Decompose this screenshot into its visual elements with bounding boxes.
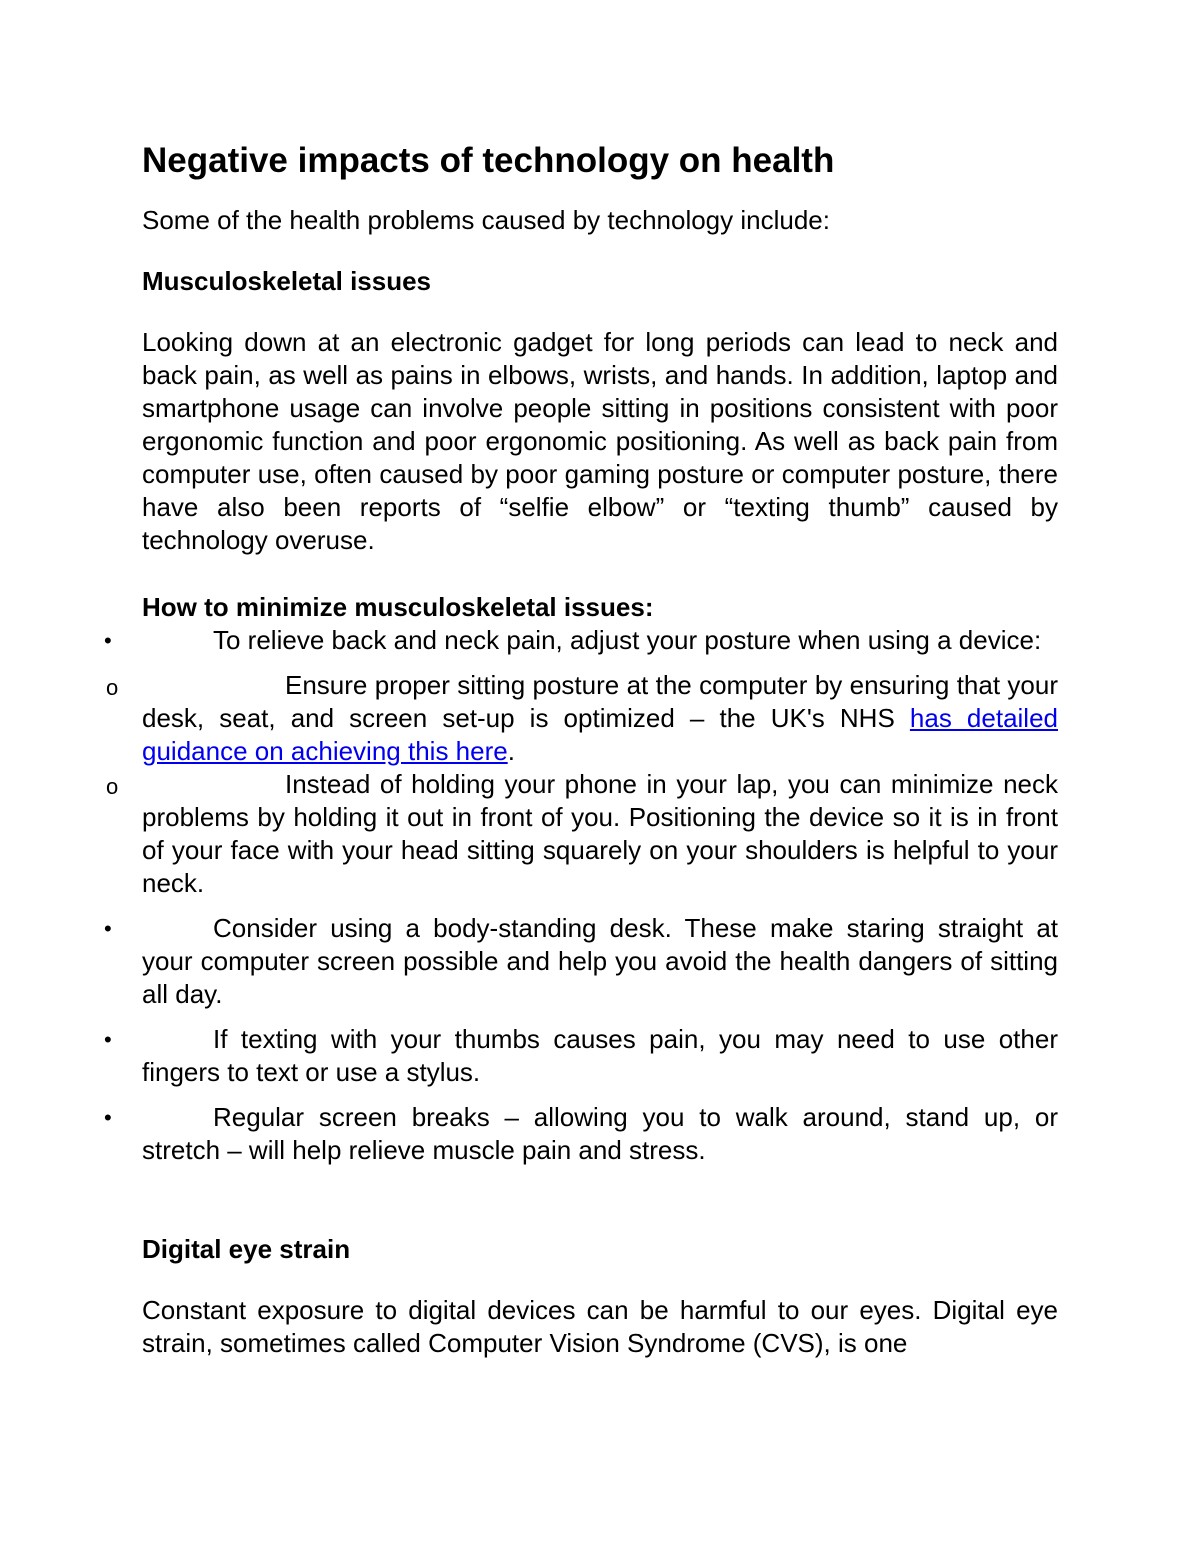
musculoskeletal-paragraph: Looking down at an electronic gadget for long periods can lead to neck and back pain, as well as pains in elbows, wrists, and hands. In addition, laptop and smartphone usage can involve people sitting in positions consistent with poor ergonomic function and poor ergonomic positioning. As well as back pain from computer use, often caused by poor gaming posture or computer posture, there have also been reports of “selfie elbow” or “texting thumb” caused by technology overuse. — [142, 327, 1058, 555]
bullet-icon: • — [104, 916, 112, 941]
list-item — [104, 1023, 1058, 1089]
sub-bullet-icon: o — [106, 774, 119, 799]
sub-list-item-text: Instead of holding your phone in your lap, you can minimize neck problems by holding it out in front of you. Positioning the device so it is in front of your face with your head sitting squarely on your shoulders is helpful to your neck. — [142, 769, 1058, 898]
list-item-text: Consider using a body-standing desk. These make staring straight at your computer screen possible and help you avoid the health dangers of sitting all day. — [142, 913, 1058, 1009]
list-item — [104, 912, 1058, 1011]
subheading-minimize: How to minimize musculoskeletal issues: — [142, 592, 654, 622]
sub-list-item-text: Ensure proper sitting posture at the computer by ensuring that your desk, seat, and screen set-up is optimized – the UK's NHS — [142, 670, 1058, 733]
eye-strain-paragraph: Constant exposure to digital devices can be harmful to our eyes. Digital eye strain, sometimes called Computer Vision Syndrome (CVS), is one — [142, 1295, 1058, 1358]
sub-list-item — [106, 669, 1058, 768]
section-heading-eye-strain: Digital eye strain — [142, 1234, 351, 1264]
list-item — [104, 624, 1058, 657]
bullet-icon: • — [104, 628, 112, 653]
sub-list-item — [106, 768, 1058, 900]
page-title: Negative impacts of technology on health — [142, 141, 835, 180]
bullet-icon: • — [104, 1105, 112, 1130]
sub-bullet-icon: o — [106, 675, 119, 700]
list-item — [104, 1101, 1058, 1167]
document-body — [104, 140, 1058, 1360]
list-item-text: Regular screen breaks – allowing you to walk around, stand up, or stretch – will help relieve muscle pain and stress. — [142, 1102, 1058, 1165]
nhs-guidance-link[interactable]: has detailed guidance on achieving this here — [142, 703, 1058, 766]
intro-text: Some of the health problems caused by technology include: — [142, 205, 830, 235]
section-heading-musculoskeletal: Musculoskeletal issues — [142, 266, 432, 296]
list-item-text: To relieve back and neck pain, adjust your posture when using a device: — [213, 625, 1042, 655]
sub-list-item-end: . — [507, 736, 515, 766]
list-item-text: If texting with your thumbs causes pain, you may need to use other fingers to text or use a stylus. — [142, 1024, 1058, 1087]
bullet-icon: • — [104, 1027, 112, 1052]
